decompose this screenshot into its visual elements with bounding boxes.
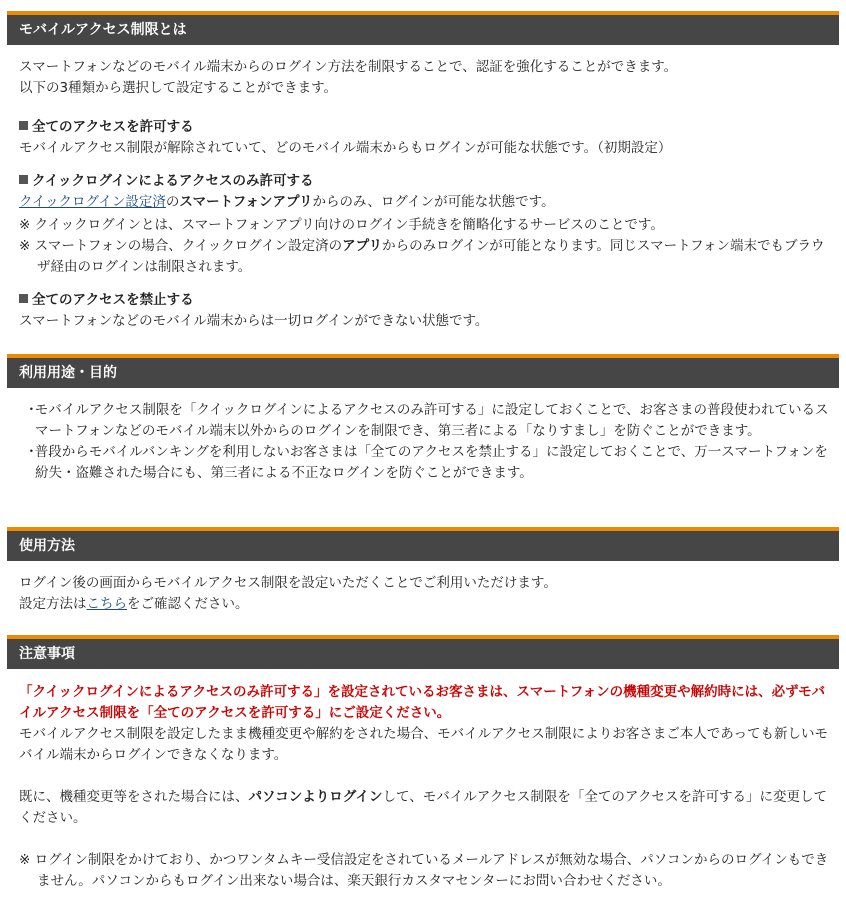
section-header-mobile-access: モバイルアクセス制限とは: [7, 11, 839, 45]
usage-line-1: ログイン後の画面からモバイルアクセス制限を設定いただくことでご利用いただけます。: [19, 575, 557, 591]
section-body-notes: [19, 682, 834, 892]
notes-paragraph-1: モバイルアクセス制限を設定したまま機種変更や解約をされた場合、モバイルアクセス制限によりお客さまご本人であっても新しいモバイル端末からログインできなくなります。: [19, 726, 829, 763]
section-body-usage: [19, 573, 834, 615]
section-header-purpose: 利用用途・目的: [7, 354, 839, 388]
section-body-mobile-access: [19, 57, 834, 332]
square-bullet-icon: [19, 121, 28, 130]
option-allow-all-desc: モバイルアクセス制限が解除されていて、どのモバイル端末からもログインが可能な状態です。（初期設定）: [19, 140, 672, 156]
notes-paragraph-2: 既に、機種変更等をされた場合には、パソコンよりログインして、モバイルアクセス制限を「全てのアクセスを許可する」に変更してください。: [19, 789, 827, 826]
square-bullet-icon: [19, 175, 28, 184]
quick-login-note-1: ※ クイックログインとは、スマートフォンアプリ向けのログイン手続きを簡略化するサービスのことです。: [19, 217, 664, 233]
intro-line-2: 以下の3種類から選択して設定することができます。: [19, 80, 338, 96]
purpose-bullet-1: ･モバイルアクセス制限を「クイックログインによるアクセスのみ許可する」に設定しておくことで、お客さまの普段使われているスマートフォンなどのモバイル端末以外からのログインを制限でき、第三者による「なりすまし」を防ぐことができます。: [28, 402, 829, 439]
purpose-bullet-2: ･普段からモバイルバンキングを利用しないお客さまは「全てのアクセスを禁止する」に設定しておくことで、万一スマートフォンを紛失・盗難された場合にも、第三者による不正なログインを防ぐことができます。: [28, 444, 828, 481]
section-header-usage: 使用方法: [7, 527, 839, 561]
square-bullet-icon: [19, 294, 28, 303]
section-header-notes: 注意事項: [7, 635, 839, 669]
notes-footnote: ※ ログイン制限をかけており、かつワンタムキー受信設定をされているメールアドレスが無効な場合、パソコンからのログインもできません。パソコンからもログイン出来ない場合は、楽天銀行カスタマセンターにお問い合わせください。: [19, 852, 829, 889]
quick-login-link[interactable]: クイックログイン設定済: [19, 194, 166, 210]
warning-text: 「クイックログインによるアクセスのみ許可する」を設定されているお客さまは、スマートフォンの機種変更や解約時には、必ずモバイルアクセス制限を「全てのアクセスを許可する」にご設定ください。: [19, 684, 826, 721]
option-quick-login-desc: クイックログイン設定済のスマートフォンアプリからのみ、ログインが可能な状態です。: [19, 194, 555, 210]
option-deny-all-desc: スマートフォンなどのモバイル端末からは一切ログインができない状態です。: [19, 313, 489, 329]
usage-line-2: 設定方法はこちらをご確認ください。: [19, 596, 249, 612]
option-quick-login-title: クイックログインによるアクセスのみ許可する: [19, 171, 834, 192]
quick-login-note-2: ※ スマートフォンの場合、クイックログイン設定済のアプリからのみログインが可能となります。同じスマートフォン端末でもブラウザ経由のログインは制限されます。: [19, 238, 825, 275]
section-body-purpose: [19, 400, 834, 484]
option-deny-all-title: 全てのアクセスを禁止する: [19, 290, 834, 311]
settings-here-link[interactable]: こちら: [86, 596, 127, 612]
option-allow-all-title: 全てのアクセスを許可する: [19, 117, 834, 138]
intro-line-1: スマートフォンなどのモバイル端末からのログイン方法を制限することで、認証を強化することができます。: [19, 59, 678, 75]
